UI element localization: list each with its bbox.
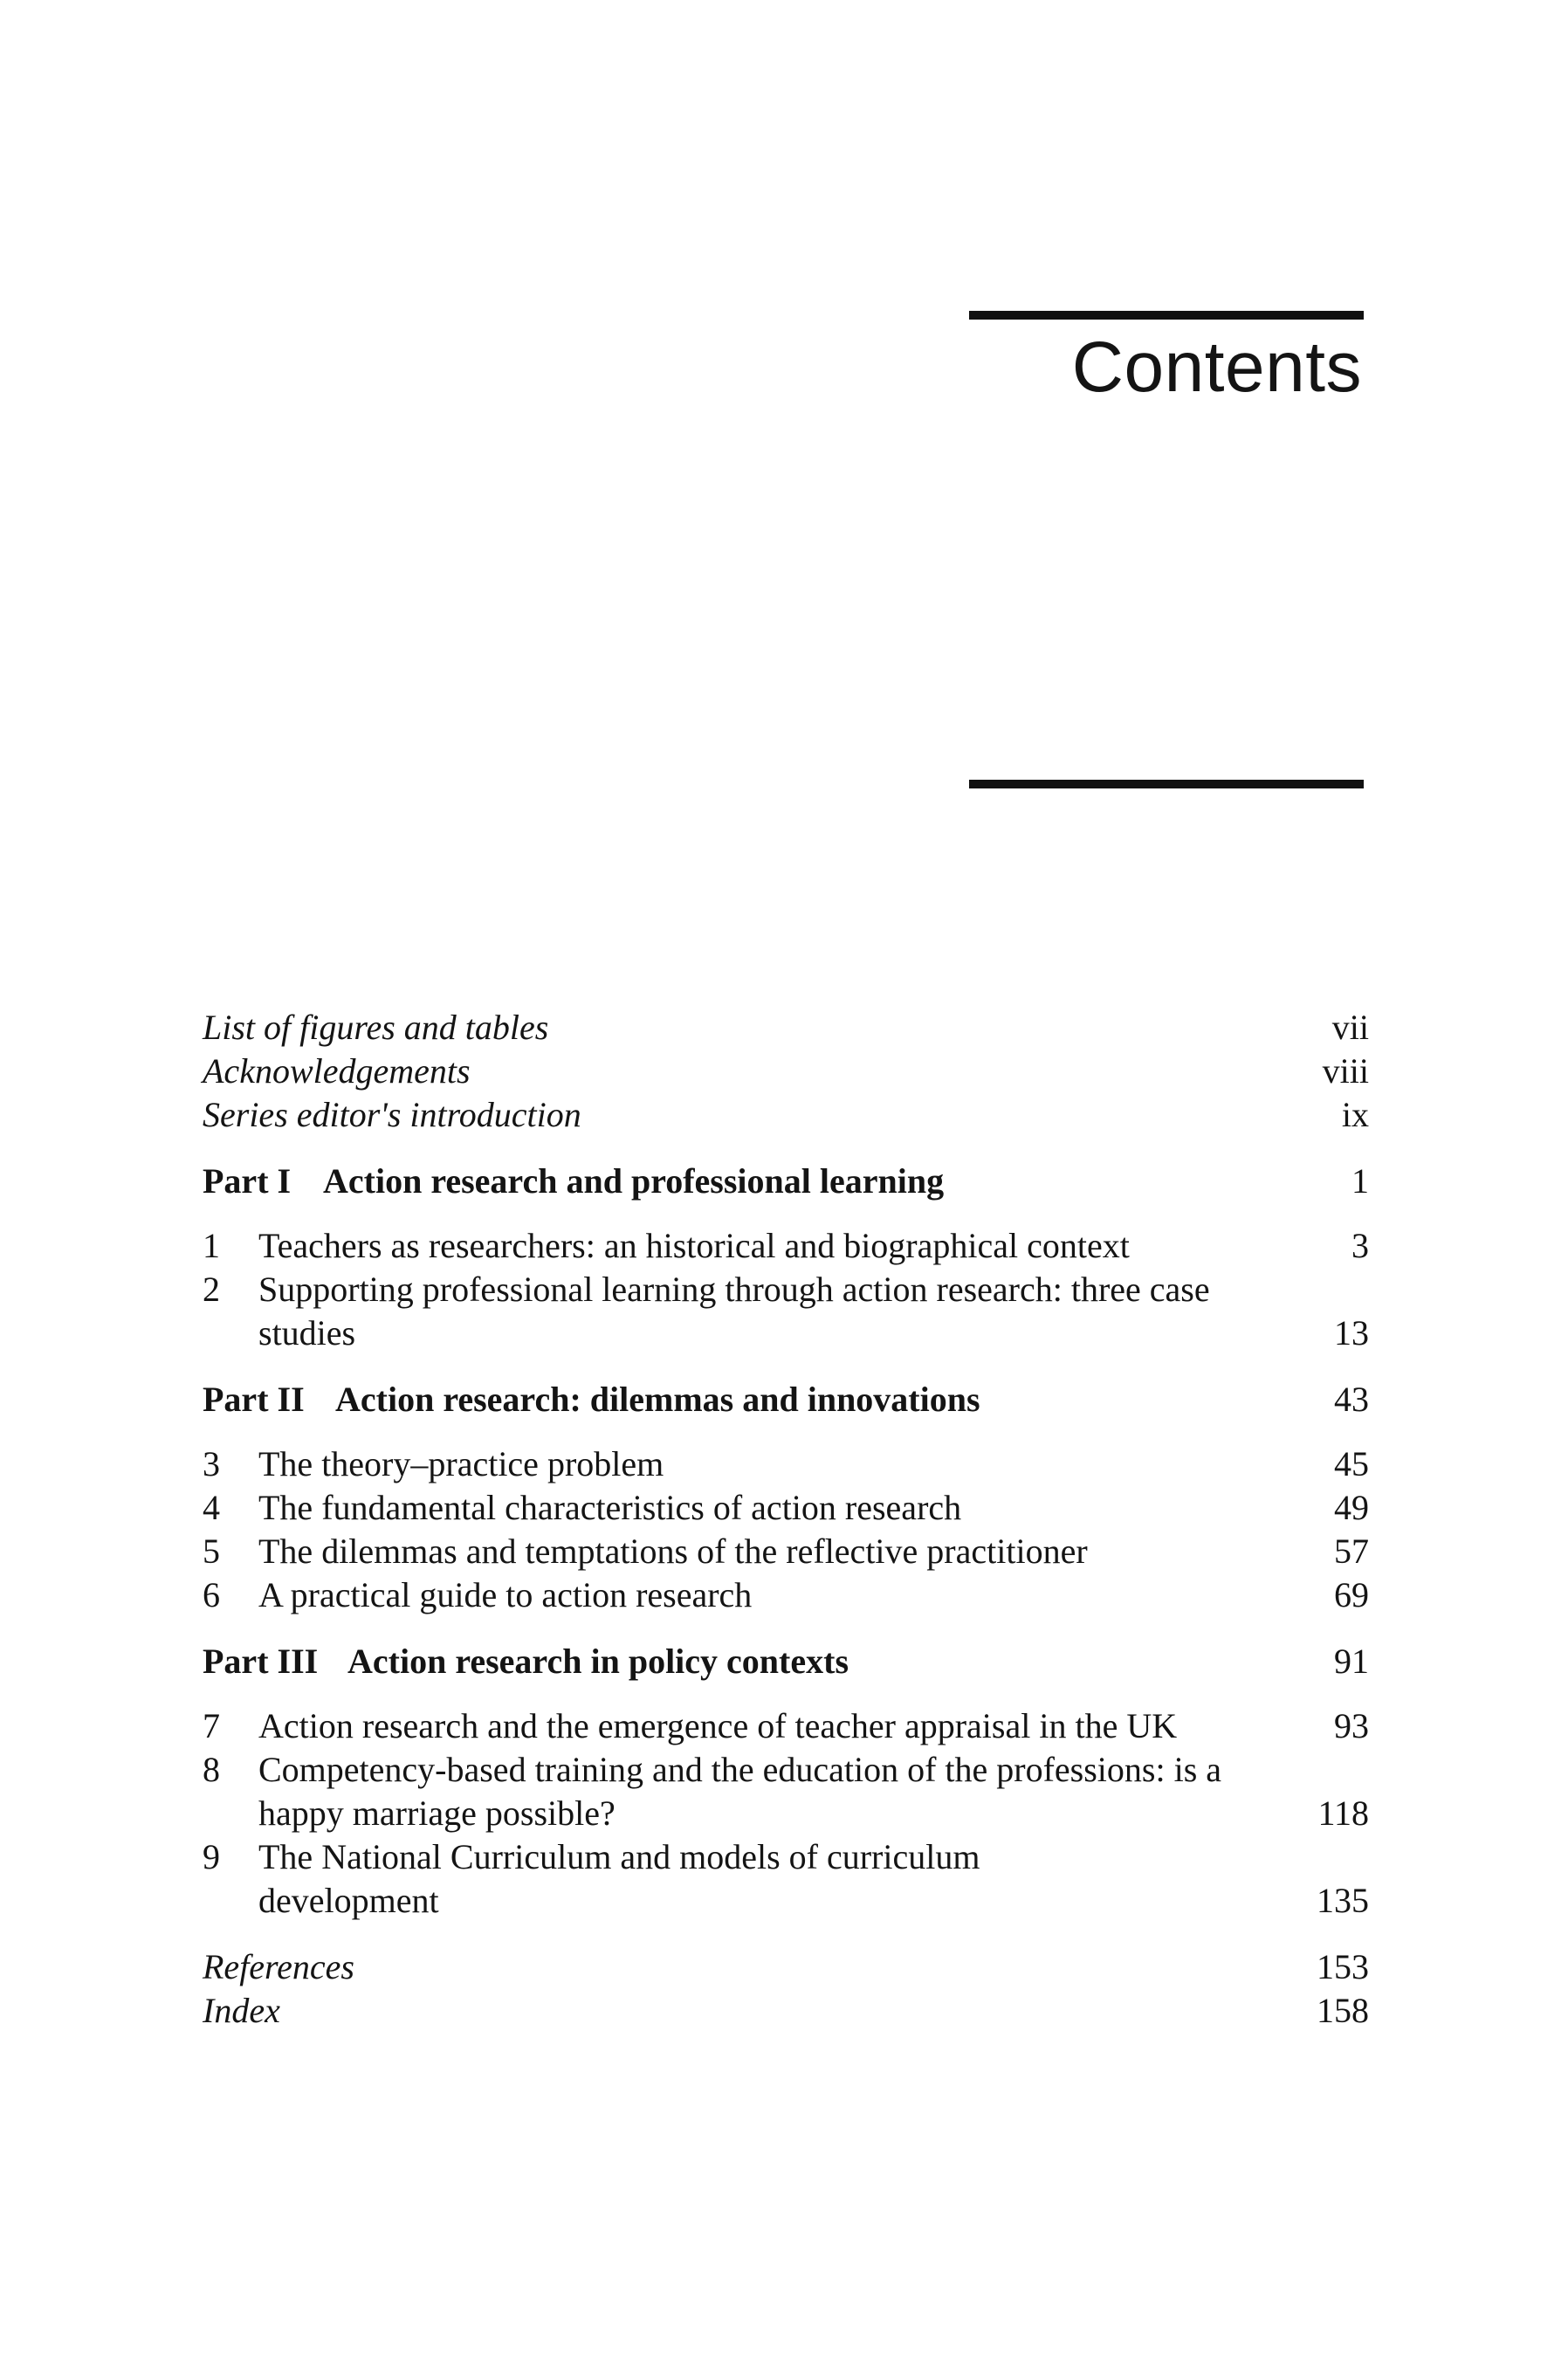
chapter-number: 2 bbox=[203, 1270, 220, 1309]
toc-entry-page: viii bbox=[1322, 1051, 1369, 1091]
toc-entry-page: vii bbox=[1331, 1008, 1369, 1047]
toc-entry-title: Index bbox=[203, 1991, 280, 2030]
chapter-page: 135 bbox=[1317, 1881, 1369, 1920]
chapter-title: Competency-based training and the education of the professions: is a happy marriage possible? bbox=[258, 1750, 1222, 1833]
toc-entry-title: Acknowledgements bbox=[203, 1051, 471, 1091]
toc-entry-page: 158 bbox=[1317, 1991, 1369, 2030]
chapter-number: 4 bbox=[203, 1488, 220, 1527]
toc-entry-acknowledgements[interactable] bbox=[203, 1050, 1369, 1093]
toc-chapter-4[interactable] bbox=[203, 1486, 1369, 1530]
toc-chapter-9[interactable] bbox=[203, 1835, 1369, 1923]
title-rule-top bbox=[969, 311, 1364, 320]
page-title: Contents bbox=[1071, 327, 1362, 407]
part-label: Part I bbox=[203, 1161, 292, 1201]
chapter-page: 118 bbox=[1317, 1793, 1369, 1833]
toc-chapter-1[interactable] bbox=[203, 1224, 1369, 1268]
toc-entry-title: Series editor's introduction bbox=[203, 1095, 581, 1134]
toc-chapter-5[interactable] bbox=[203, 1530, 1369, 1573]
toc-part-3[interactable] bbox=[203, 1640, 1369, 1683]
chapter-title: The theory–practice problem bbox=[258, 1444, 664, 1483]
chapter-page: 3 bbox=[1351, 1226, 1369, 1265]
chapter-number: 1 bbox=[203, 1226, 220, 1265]
toc-part-1[interactable] bbox=[203, 1160, 1369, 1203]
chapter-title: Teachers as researchers: an historical and biographical context bbox=[258, 1226, 1130, 1265]
chapter-number: 8 bbox=[203, 1750, 220, 1789]
chapter-title: Supporting professional learning through action research: three case studies bbox=[258, 1270, 1210, 1353]
toc-chapter-3[interactable] bbox=[203, 1442, 1369, 1486]
chapter-title: Action research and the emergence of teacher appraisal in the UK bbox=[258, 1706, 1178, 1745]
chapter-number: 9 bbox=[203, 1837, 220, 1876]
chapter-number: 6 bbox=[203, 1575, 220, 1614]
chapter-page: 69 bbox=[1334, 1575, 1369, 1614]
chapter-page: 93 bbox=[1334, 1706, 1369, 1745]
toc-entry-series-introduction[interactable] bbox=[203, 1093, 1369, 1137]
part-title: Action research in policy contexts bbox=[347, 1642, 849, 1681]
toc-entry-page: ix bbox=[1341, 1095, 1369, 1134]
chapter-page: 49 bbox=[1334, 1488, 1369, 1527]
toc-entry-page: 153 bbox=[1317, 1947, 1369, 1986]
toc-part-2[interactable] bbox=[203, 1378, 1369, 1421]
part-page: 1 bbox=[1351, 1161, 1369, 1201]
toc-entry-list-of-figures[interactable] bbox=[203, 1006, 1369, 1050]
toc-chapter-7[interactable] bbox=[203, 1704, 1369, 1748]
title-rule-bottom bbox=[969, 780, 1364, 788]
chapter-title: The National Curriculum and models of curriculum development bbox=[258, 1837, 980, 1920]
toc-chapter-6[interactable] bbox=[203, 1573, 1369, 1617]
chapter-title: The fundamental characteristics of action research bbox=[258, 1488, 962, 1527]
toc-entry-title: List of figures and tables bbox=[203, 1008, 549, 1047]
chapter-page: 13 bbox=[1334, 1313, 1369, 1353]
toc-entry-title: References bbox=[203, 1947, 354, 1986]
chapter-page: 57 bbox=[1334, 1532, 1369, 1571]
toc-chapter-8[interactable] bbox=[203, 1748, 1369, 1835]
toc-entry-index[interactable] bbox=[203, 1989, 1369, 2033]
chapter-page: 45 bbox=[1334, 1444, 1369, 1483]
part-label: Part III bbox=[203, 1642, 319, 1681]
toc-chapter-2[interactable] bbox=[203, 1268, 1369, 1355]
chapter-number: 3 bbox=[203, 1444, 220, 1483]
chapter-title: A practical guide to action research bbox=[258, 1575, 753, 1614]
part-title: Action research and professional learning bbox=[323, 1161, 945, 1201]
chapter-number: 5 bbox=[203, 1532, 220, 1571]
part-label: Part II bbox=[203, 1380, 305, 1419]
toc-entry-references[interactable] bbox=[203, 1945, 1369, 1989]
chapter-number: 7 bbox=[203, 1706, 220, 1745]
chapter-title: The dilemmas and temptations of the reflective practitioner bbox=[258, 1532, 1088, 1571]
part-title: Action research: dilemmas and innovations bbox=[335, 1380, 980, 1419]
table-of-contents bbox=[203, 1006, 1369, 2033]
part-page: 91 bbox=[1334, 1642, 1369, 1681]
part-page: 43 bbox=[1334, 1380, 1369, 1419]
